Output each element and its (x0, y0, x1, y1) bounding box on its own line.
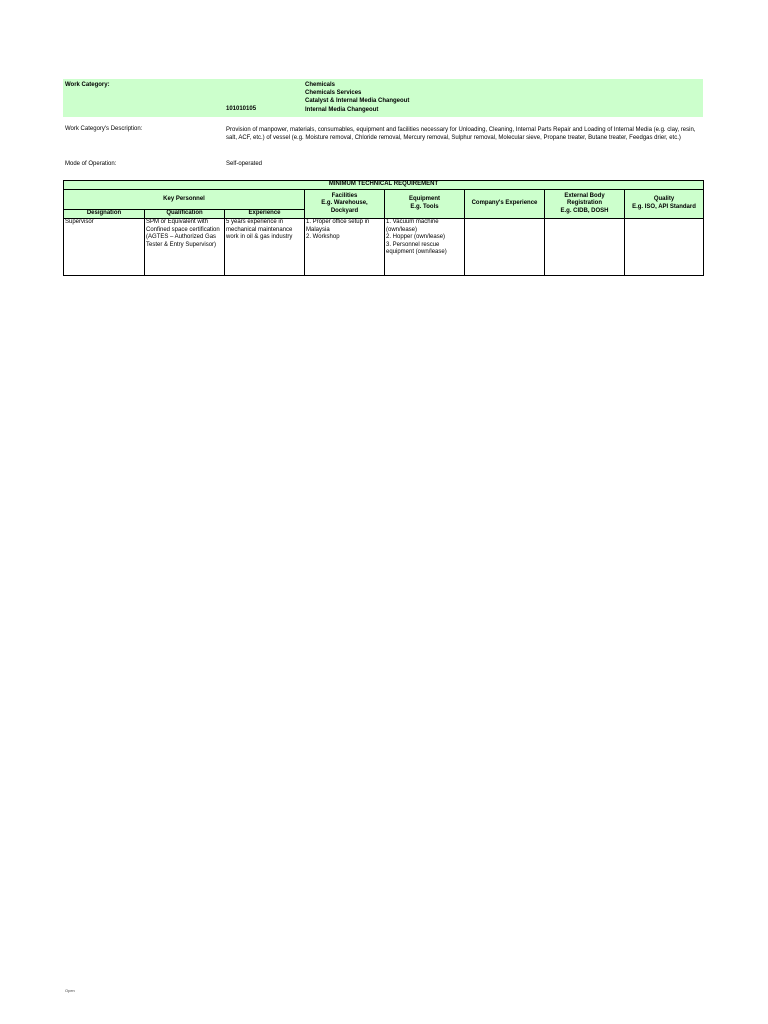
work-category-code: 101010105 (226, 106, 257, 112)
mode-label: Mode of Operation: (65, 161, 117, 167)
description-label: Work Category's Description: (65, 126, 143, 132)
work-category-names (305, 81, 409, 114)
work-category-line: Catalyst & Internal Media Changeout (305, 98, 410, 105)
divider (624, 189, 625, 275)
work-category-line: Chemicals Services (305, 90, 362, 97)
key-personnel-header: Key Personnel (64, 190, 304, 209)
facilities-header: Facilities E.g. Warehouse, Dockyard (305, 190, 384, 218)
divider (464, 189, 465, 275)
company-experience-header: Company's Experience (465, 190, 544, 218)
row-equipment: 1. Vacuum machine (own/lease) 2. Hopper (own/lease) 3. Personnel rescue equipment (own/lease) (386, 219, 447, 256)
work-category-line: Chemicals (305, 82, 336, 88)
row-facilities: 1. Proper office setup in Malaysia 2. Workshop (306, 219, 370, 241)
row-designation: Supervisor (65, 219, 94, 225)
footer-classification: Open (65, 988, 75, 993)
equipment-header: Equipment E.g. Tools (385, 190, 464, 218)
work-category-block (63, 79, 703, 117)
work-category-label: Work Category: (65, 82, 110, 88)
mode-value: Self-operated (226, 161, 263, 167)
requirements-table (63, 180, 704, 276)
description-text: Provision of manpower, materials, consumables, equipment and facilities necessary for Unloading, Cleaning, Internal Parts Repair and Loading of Internal Media (e.g. clay, resin, salt, ACF, etc.) of vessel (e.g. Moisture removal, Chloride removal, Mercury removal, Sulphur removal, Molecular sieve, Propane treater, Butane treater, Feedgas drier, etc.) (226, 127, 696, 142)
row-qualification: SPM or Equivalent with Confined space certification (AGTES – Authorized Gas Tester & Entry Supervisor) (146, 219, 220, 248)
divider (304, 189, 305, 275)
divider (144, 209, 145, 275)
divider (544, 189, 545, 275)
external-body-header: External Body Registration E.g. CIDB, DOSH (545, 190, 624, 218)
designation-header: Designation (64, 210, 144, 218)
row-experience: 5 years experience in mechanical maintenance work in oil & gas industry (226, 219, 293, 241)
divider (384, 189, 385, 275)
quality-header: Quality E.g. ISO, API Standard (625, 190, 703, 218)
divider (224, 209, 225, 275)
requirements-title: MINIMUM TECHNICAL REQUIREMENT (64, 181, 703, 189)
work-category-line: Internal Media Changeout (305, 106, 379, 113)
experience-header: Experience (225, 210, 304, 218)
qualification-header: Qualification (145, 210, 224, 218)
